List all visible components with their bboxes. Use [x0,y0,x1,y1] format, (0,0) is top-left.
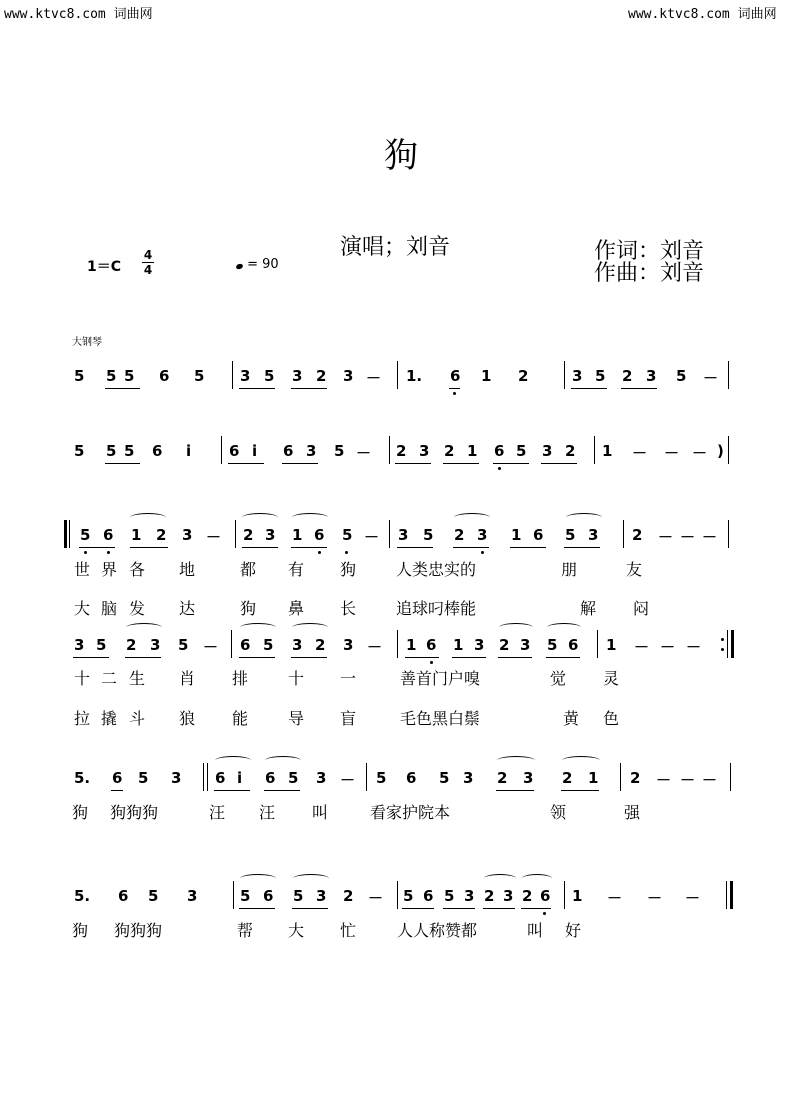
lyric: 发 [129,599,146,618]
note: 1 [406,636,417,654]
note: 2 [454,526,465,544]
note: 6 [494,442,505,460]
note: 1 [511,526,522,544]
note: 1. [406,367,423,385]
note: i [186,442,192,460]
note: 5 [106,442,117,460]
note: － [366,369,382,387]
note: － [340,771,356,789]
lyric: 大 [288,921,305,940]
note: 3 [343,367,354,385]
lyric: 友 [626,560,643,579]
note: － [356,444,372,462]
lyric: 叫 [312,803,329,822]
note: 1 [131,526,142,544]
note: 2 [522,887,533,905]
note: 5 [565,526,576,544]
note: 3 [523,769,534,787]
note: 2 [156,526,167,544]
note: 6 [263,887,274,905]
note: － [632,444,648,462]
note: 6 [152,442,163,460]
note: 2 [243,526,254,544]
note: 5 [74,367,85,385]
lyric: 世 [74,560,91,579]
key-signature: 1＝C [87,259,122,275]
note: 5 [263,636,274,654]
lyric: 各 [129,560,146,579]
instrument-label: 大钢琴 [72,337,102,348]
lyric: 狗狗狗 [114,921,163,940]
time-sig-top: 4 [143,248,153,262]
note: － [702,528,718,546]
lyric: 领 [550,803,567,822]
lyric: 鼻 [288,599,305,618]
note: 6 [568,636,579,654]
note: 2 [316,367,327,385]
note: 2 [632,526,643,544]
note: － [660,638,676,656]
note: 6 [540,887,551,905]
note: － [703,369,719,387]
note: 6 [118,887,129,905]
lyric: 叫 [527,921,544,940]
note: 3 [588,526,599,544]
note: 3 [316,887,327,905]
score-row-6 [0,887,790,921]
note: 5 [106,367,117,385]
note: 1 [453,636,464,654]
note: 5 [138,769,149,787]
note: 2 [499,636,510,654]
score-row-4 [0,636,790,670]
note: － [680,771,696,789]
lyric: 界 [101,560,118,579]
lyric: 排 [232,669,249,688]
lyric: 地 [179,560,196,579]
note: － [203,638,219,656]
lyric: 狗 [72,921,89,940]
note: 1 [606,636,617,654]
note: 5 [444,887,455,905]
note: 3 [187,887,198,905]
note: 6 [215,769,226,787]
lyric: 有 [288,560,305,579]
note: － [634,638,650,656]
lyric: 好 [565,921,582,940]
note: 6 [426,636,437,654]
note: 5 [124,442,135,460]
note: － [686,638,702,656]
lyric: 强 [624,803,641,822]
note: 2 [444,442,455,460]
note: 5 [80,526,91,544]
note: － [656,771,672,789]
note: 2 [343,887,354,905]
note: 1 [481,367,492,385]
lyric: 达 [179,599,196,618]
lyric: 生 [129,669,146,688]
note: 3 [306,442,317,460]
lyric: 毛色黑白鬃 [400,709,481,728]
note: － [206,528,222,546]
note: 3 [419,442,430,460]
header-left: www.ktvc8.com 词曲网 [4,7,153,22]
lyric: 斗 [129,709,146,728]
lyric: 朋 [561,560,578,579]
note: 5 [439,769,450,787]
lyric: 汪 [209,803,226,822]
note: i [252,442,258,460]
note: 5 [676,367,687,385]
lyric: 一 [340,669,357,688]
note: 3 [464,887,475,905]
note: 3 [316,769,327,787]
lyric: 闷 [633,599,650,618]
note: 2 [396,442,407,460]
tempo-value: = 90 [247,257,279,272]
note: 5 [96,636,107,654]
note: 3 [343,636,354,654]
lyric: 都 [240,560,257,579]
score-row-3 [0,526,790,560]
score-row-5 [0,769,790,803]
note: 3 [463,769,474,787]
note: i [237,769,243,787]
note: 5 [423,526,434,544]
note: 6 [450,367,461,385]
note: 2 [630,769,641,787]
note: 6 [423,887,434,905]
note: 5 [376,769,387,787]
note: 3 [477,526,488,544]
note: 1 [467,442,478,460]
lyric: 撬 [101,709,118,728]
note: － [658,528,674,546]
note: 2 [497,769,508,787]
note: 3 [542,442,553,460]
note: 3 [572,367,583,385]
lyric: 人类忠实的 [396,560,477,579]
note: 5 [403,887,414,905]
note: 3 [171,769,182,787]
lyric: 盲 [340,709,357,728]
note: － [368,889,384,907]
composer: 作曲：刘音 [594,261,705,286]
note: 5 [334,442,345,460]
lyric: 追球叼棒能 [396,599,477,618]
note: 1 [602,442,613,460]
lyric: 导 [288,709,305,728]
time-signature [142,249,154,276]
note: 5 [194,367,205,385]
tempo-marking [236,257,279,272]
note: 2 [518,367,529,385]
note: － [702,771,718,789]
lyric: 十 [74,669,91,688]
note: 3 [503,887,514,905]
note: 6 [283,442,294,460]
note: ) [717,442,724,460]
note: － [692,444,708,462]
note: 1 [588,769,599,787]
lyric: 灵 [603,669,620,688]
note: 3 [398,526,409,544]
note: 1 [292,526,303,544]
note: 1 [572,887,583,905]
lyric: 解 [580,599,597,618]
note: 3 [150,636,161,654]
lyric: 二 [101,669,118,688]
lyric: 看家护院本 [370,803,451,822]
lyric: 十 [288,669,305,688]
note: 3 [292,367,303,385]
note: 5 [74,442,85,460]
note: 6 [103,526,114,544]
lyric: 觉 [550,669,567,688]
note: － [364,528,380,546]
note: 5 [148,887,159,905]
lyric: 能 [232,709,249,728]
note: 2 [126,636,137,654]
lyric: 狗 [240,599,257,618]
note: 2 [484,887,495,905]
note: 3 [292,636,303,654]
lyricist: 作词：刘音 [594,239,705,264]
lyric: 狗狗狗 [110,803,159,822]
lyric: 色 [603,709,620,728]
note: 5 [124,367,135,385]
singer: 演唱；刘音 [340,235,451,260]
time-sig-bottom: 4 [143,263,153,277]
quarter-note-icon [235,263,243,270]
note: 5 [547,636,558,654]
note: 6 [112,769,123,787]
note: － [367,638,383,656]
note: － [685,889,701,907]
lyric: 忙 [340,921,357,940]
score-row-1 [0,367,790,401]
note: 3 [474,636,485,654]
note: 6 [265,769,276,787]
note: 5 [264,367,275,385]
lyric: 肖 [179,669,196,688]
note: 6 [314,526,325,544]
lyric: 帮 [237,921,254,940]
note: 5. [74,769,91,787]
note: 3 [646,367,657,385]
lyric: 汪 [259,803,276,822]
note: － [680,528,696,546]
note: 2 [315,636,326,654]
note: 5 [240,887,251,905]
note: 3 [520,636,531,654]
lyric: 大 [74,599,91,618]
note: 5 [516,442,527,460]
lyric: 脑 [101,599,118,618]
note: 6 [159,367,170,385]
note: － [607,889,623,907]
note: － [664,444,680,462]
note: 6 [533,526,544,544]
note: 5 [595,367,606,385]
note: 6 [229,442,240,460]
note: 6 [240,636,251,654]
note: 5 [342,526,353,544]
score-row-2 [0,442,790,476]
note: 5. [74,887,91,905]
lyric: 狗 [72,803,89,822]
note: 2 [622,367,633,385]
note: 2 [562,769,573,787]
lyric: 狗 [340,560,357,579]
note: 6 [406,769,417,787]
note: 2 [565,442,576,460]
lyric: 长 [340,599,357,618]
note: 3 [240,367,251,385]
lyric: 狼 [179,709,196,728]
lyric: 黄 [563,709,580,728]
note: 5 [178,636,189,654]
note: － [647,889,663,907]
note: 3 [182,526,193,544]
note: 5 [293,887,304,905]
lyric: 人人称赞都 [397,921,478,940]
lyric: 拉 [74,709,91,728]
header-right: www.ktvc8.com 词曲网 [628,7,777,22]
song-title: 狗 [384,136,418,176]
lyric: 善首门户嗅 [400,669,481,688]
note: 3 [265,526,276,544]
note: 5 [288,769,299,787]
note: 3 [74,636,85,654]
